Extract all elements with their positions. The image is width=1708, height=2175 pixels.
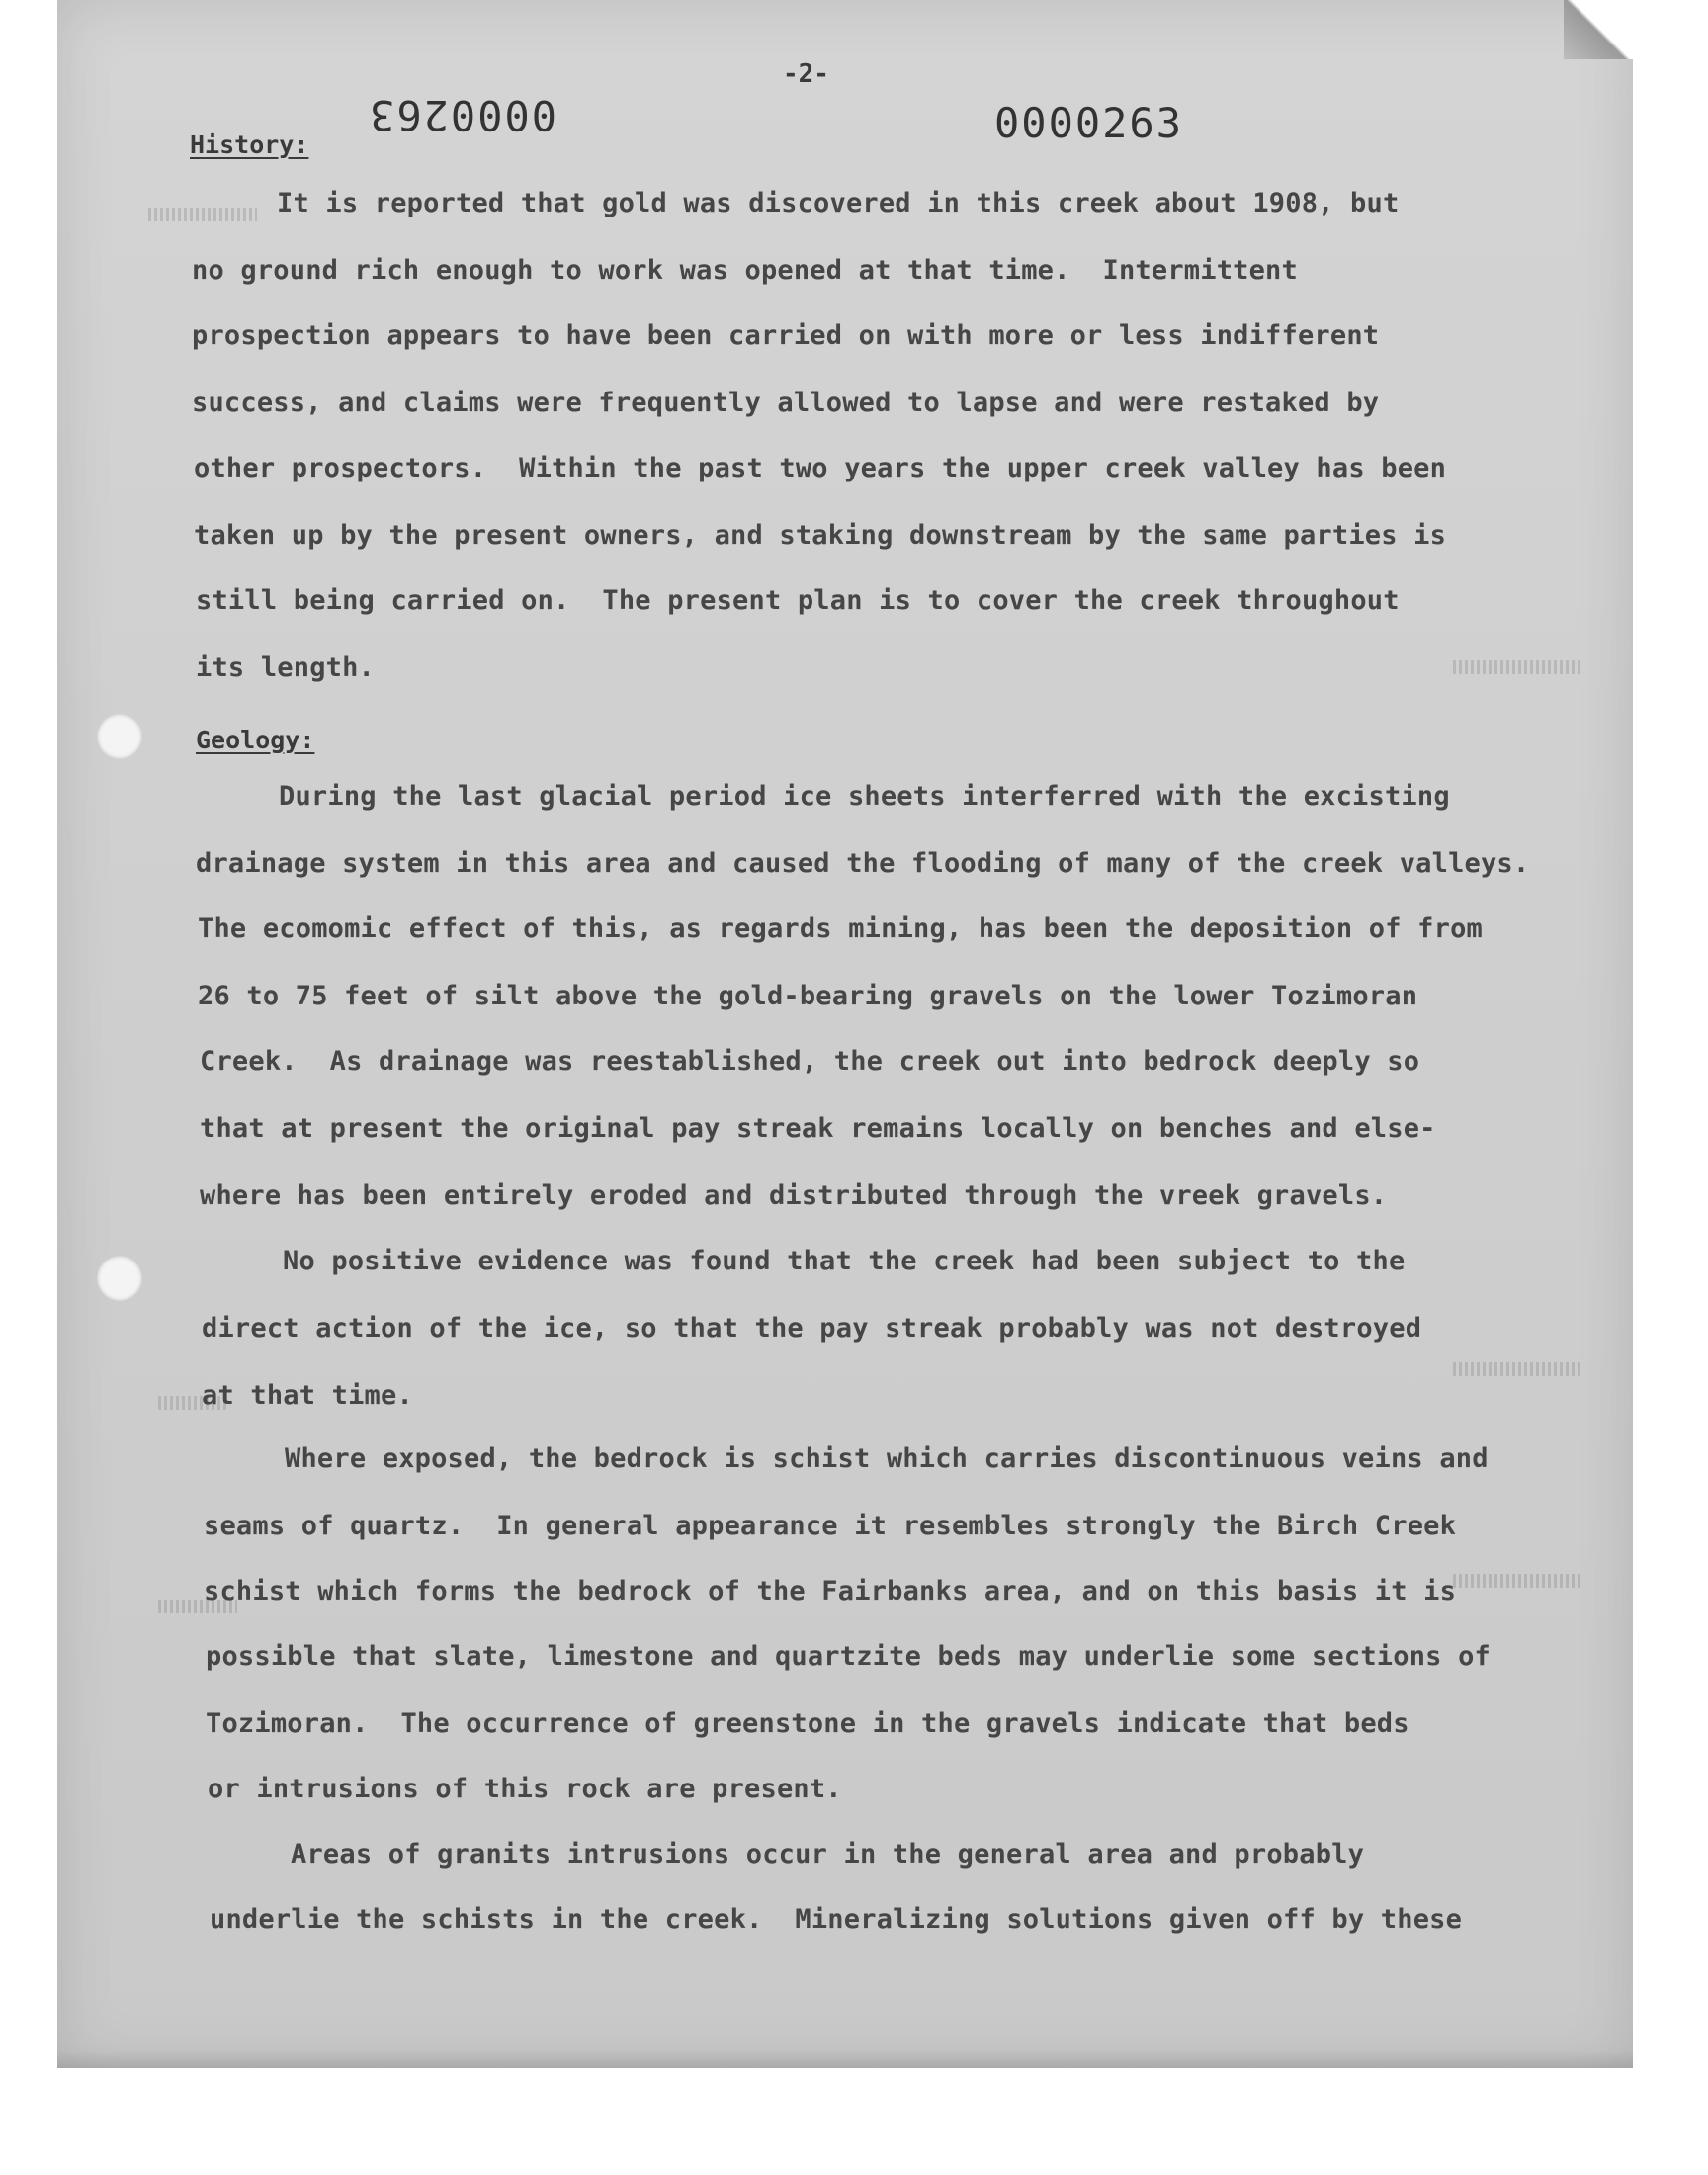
text-line: It is reported that gold was discovered in this creek about 1908, but: [277, 188, 1400, 218]
text-line: at that time.: [202, 1380, 413, 1411]
scan-smudge: [1453, 1574, 1581, 1588]
text-line: The ecomomic effect of this, as regards mining, has been the deposition of from: [198, 914, 1483, 944]
text-line: or intrusions of this rock are present.: [208, 1774, 842, 1804]
section-heading-geology: Geology:: [196, 726, 315, 754]
page-edge-shadow: [57, 2050, 1633, 2068]
punch-hole-bottom: [97, 1256, 142, 1301]
scan-smudge: [1453, 1362, 1581, 1376]
punch-hole-top: [97, 714, 142, 759]
text-line: No positive evidence was found that the creek had been subject to the: [283, 1246, 1406, 1276]
text-line: success, and claims were frequently allowed to lapse and were restaked by: [192, 388, 1380, 418]
scan-smudge: [1453, 660, 1581, 674]
text-line: no ground rich enough to work was opened at that time. Intermittent: [192, 255, 1298, 286]
text-line: taken up by the present owners, and staking downstream by the same parties is: [194, 520, 1447, 551]
text-line: direct action of the ice, so that the pay streak probably was not destroyed: [202, 1313, 1422, 1344]
text-line: its length.: [196, 652, 376, 683]
text-line: schist which forms the bedrock of the Fairbanks area, and on this basis it is: [204, 1576, 1457, 1607]
scan-smudge: [148, 208, 257, 221]
text-line: seams of quartz. In general appearance it resembles strongly the Birch Creek: [204, 1511, 1457, 1541]
text-line: drainage system in this area and caused the flooding of many of the creek valleys.: [196, 848, 1530, 879]
text-line: still being carried on. The present plan is to cover the creek throughout: [196, 585, 1400, 616]
document-stamp-mirrored: 0000263: [368, 91, 557, 139]
text-line: Creek. As drainage was reestablished, the creek out into bedrock deeply so: [200, 1046, 1420, 1077]
text-line: other prospectors. Within the past two years the upper creek valley has been: [194, 453, 1447, 483]
document-stamp: 0000263: [994, 99, 1184, 147]
page-number: -2-: [783, 59, 829, 89]
text-line: underlie the schists in the creek. Mineralizing solutions given off by these: [210, 1904, 1463, 1935]
text-line: possible that slate, limestone and quartzite beds may underlie some sections of: [206, 1641, 1491, 1672]
text-line: that at present the original pay streak remains locally on benches and else-: [200, 1113, 1436, 1144]
text-line: Areas of granits intrusions occur in the general area and probably: [291, 1839, 1365, 1870]
text-line: prospection appears to have been carried on with more or less indifferent: [192, 320, 1380, 351]
folded-corner: [1564, 0, 1633, 59]
section-heading-history: History:: [190, 130, 309, 159]
text-line: Tozimoran. The occurrence of greenstone in the gravels indicate that beds: [206, 1708, 1409, 1739]
text-line: where has been entirely eroded and distributed through the vreek gravels.: [200, 1180, 1388, 1211]
text-line: 26 to 75 feet of silt above the gold-bearing gravels on the lower Tozimoran: [198, 981, 1418, 1011]
document-page: [57, 0, 1633, 2068]
text-line: During the last glacial period ice sheets interferred with the excisting: [279, 781, 1450, 812]
text-line: Where exposed, the bedrock is schist which carries discontinuous veins and: [285, 1443, 1489, 1474]
